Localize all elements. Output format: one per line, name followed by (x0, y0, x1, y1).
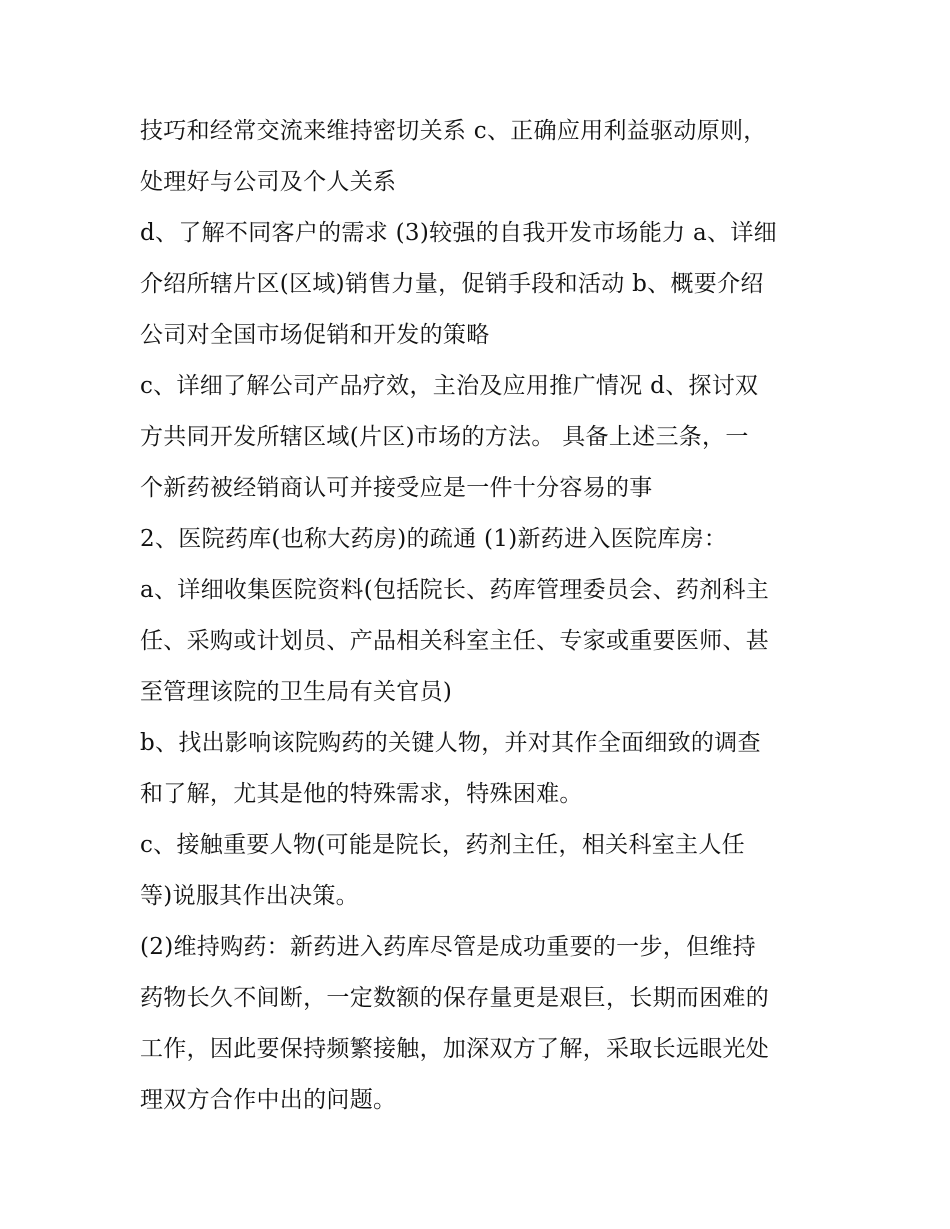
text-line: c、详细了解公司产品疗效，主治及应用推广情况 d、探讨双 (140, 373, 759, 399)
text-line: 公司对全国市场促销和开发的策略 (140, 322, 490, 348)
text-line: 工作，因此要保持频繁接触，加深双方了解，采取长远眼光处 (140, 1036, 770, 1062)
text-line: b、找出影响该院购药的关键人物，并对其作全面细致的调查 (140, 730, 761, 756)
text-line: 2、医院药库(也称大药房)的疏通 (1)新药进入医院库房： (140, 526, 728, 552)
text-line: 和了解，尤其是他的特殊需求，特殊困难。 (140, 781, 583, 807)
text-line: 药物长久不间断，一定数额的保存量更是艰巨，长期而困难的 (140, 985, 770, 1011)
text-line: 至管理该院的卫生局有关官员) (140, 679, 453, 705)
text-line: 介绍所辖片区(区域)销售力量，促销手段和活动 b、概要介绍 (140, 271, 764, 297)
text-line: 处理好与公司及个人关系 (140, 169, 397, 195)
text-line: c、接触重要人物(可能是院长，药剂主任，相关科室主人任 (140, 832, 745, 858)
document-body (140, 106, 820, 1126)
text-line: 个新药被经销商认可并接受应是一件十分容易的事 (140, 475, 653, 501)
text-line: (2)维持购药：新药进入药库尽管是成功重要的一步，但维持 (140, 934, 756, 960)
text-line: 等)说服其作出决策。 (140, 883, 359, 909)
text-line: 方共同开发所辖区域(片区)市场的方法。 具备上述三条，一 (140, 424, 749, 450)
text-line: 技巧和经常交流来维持密切关系 c、正确应用利益驱动原则， (140, 118, 767, 144)
text-line: 理双方合作中出的问题。 (140, 1087, 397, 1113)
text-line: 任、采购或计划员、产品相关科室主任、专家或重要医师、甚 (140, 628, 770, 654)
text-line: d、了解不同客户的需求 (3)较强的自我开发市场能力 a、详细 (140, 220, 777, 246)
text-line: a、详细收集医院资料(包括院长、药库管理委员会、药剂科主 (140, 577, 770, 603)
